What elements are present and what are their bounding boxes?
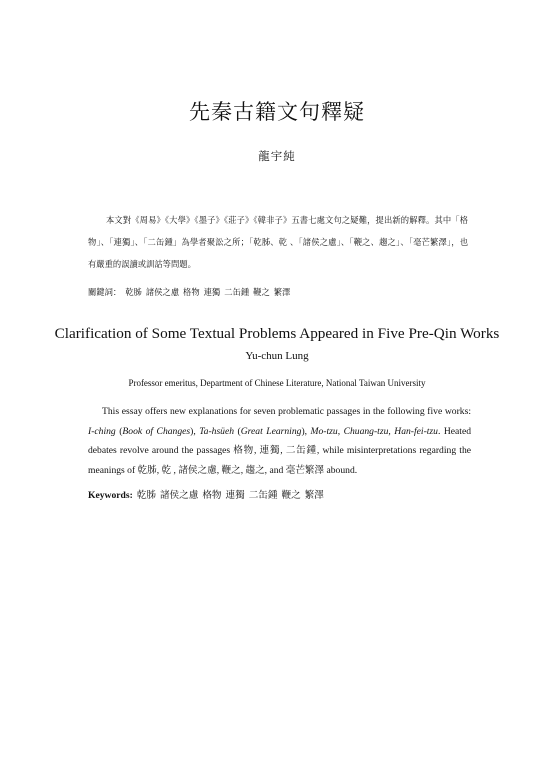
english-keyword: 格物 [202,490,222,501]
english-keyword: 連獨 [225,490,245,501]
english-author: Yu-chun Lung [245,350,309,362]
english-keyword: 乾胏 [136,490,156,501]
english-title: Clarification of Some Textual Problems Appeared in Five Pre-Qin Works [54,325,500,342]
chinese-keyword: 乾胏 [125,287,142,297]
english-keywords-label: Keywords: [88,490,133,501]
chinese-keyword: 連獨 [203,287,221,297]
chinese-keyword: 格物 [183,287,200,297]
chinese-keyword: 繁澤 [273,287,291,297]
chinese-keyword: 二缶鍾 [224,287,250,297]
work-title: Mo-tzu [310,425,338,437]
chinese-keyword: 諸侯之慮 [145,287,180,297]
chinese-keywords-label: 關鍵詞： [88,287,122,297]
chinese-keywords [88,285,468,299]
chinese-author: 龍宇純 [258,149,296,163]
work-title: Great Learning [240,425,302,437]
work-title: Book of Changes [122,425,191,437]
english-keyword: 鞭之 [281,490,301,501]
english-affiliation: Professor emeritus, Department of Chinese Literature, National Taiwan University [128,378,426,388]
english-keyword: 二缶鍾 [248,490,278,501]
work-title: I-ching [88,425,116,437]
abstract-intro: This essay offers new explanations for seven problematic passages in the following five works: [102,406,471,417]
abstract-body: Heated debates revolve around the passages 格物, 連獨, 二缶鍾, while misinterpretations regarding the meanings of 乾胏, 乾 , 諸侯之慮, 鞭之, 趨之, and 毫芒繁澤 abound. [88,425,472,476]
english-keyword: 諸侯之慮 [159,490,199,501]
chinese-title: 先秦古籍文句釋疑 [189,100,365,124]
work-title: Chuang-tzu [343,425,389,437]
english-abstract: This essay offers new explanations for seven problematic passages in the following five works: I-ching (Book of Changes), Ta-hsüeh (Great Learning), Mo-tzu, Chuang-tzu, Han-fei-tzu. Heated debates revolve around the passages 格物, 連獨, 二缶鍾, while misinterpretations regarding the meanings of 乾胏, 乾 , 諸侯之慮, 鞭之, 趨之, and 毫芒繁澤 abound. [88,406,472,476]
english-keywords [88,487,488,501]
chinese-abstract: 本文對《周易》《大學》《墨子》《莊子》《韓非子》五書七處文句之疑難，提出新的解釋。其中「格物」、「連獨」、「二缶鍾」為學者聚訟之所；「乾胏、乾 、「諸侯之慮」、「鞭之、趨之」、「毫芒繁澤」，也有嚴重的誤讀或訓詁等問題。 [88,215,468,269]
work-title: Ta-hsüeh [199,425,235,437]
english-keyword: 繁澤 [304,490,324,501]
chinese-keyword: 鞭之 [253,287,270,297]
work-title: Han-fei-tzu [394,425,438,437]
